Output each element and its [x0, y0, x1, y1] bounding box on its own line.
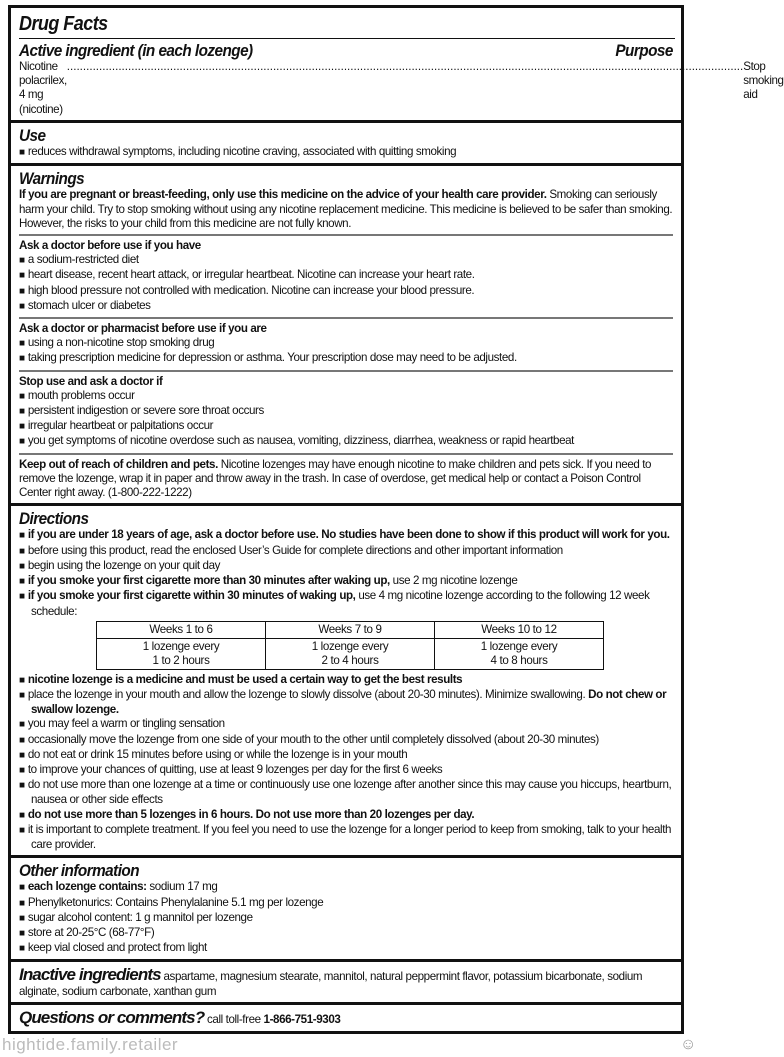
bullet-icon: ■	[19, 285, 28, 297]
bullet-list	[19, 880, 673, 956]
list-item	[19, 763, 673, 778]
warnings-section	[19, 169, 673, 500]
list-item	[19, 284, 673, 299]
text: Smoking can seriously harm your child. Try to stop smoking without using any nicotine replacement medicine. This medicine is believed to be safer than smoking. However, the risks to your child from this medicine are not fully known.	[19, 188, 673, 230]
text: before using this product, read the enclosed User’s Guide for complete directions and other important information	[27, 543, 563, 557]
bullet-icon: ■	[19, 674, 28, 686]
text: to improve your chances of quitting, use at least 9 lozenges per day for the first 6 weeks	[27, 762, 443, 776]
table-header-cell: Weeks 7 to 9	[266, 621, 435, 638]
bullet-icon: ■	[19, 591, 28, 603]
list-item	[19, 351, 673, 366]
list-item	[19, 559, 673, 574]
bold-text: Keep out of reach of children and pets.	[19, 457, 218, 471]
text: place the lozenge in your mouth and allow the lozenge to slowly dissolve (about 20-30 minutes). Minimize swallowing.	[27, 687, 589, 701]
list-item	[19, 688, 673, 717]
list-item	[19, 717, 673, 732]
bullet-icon: ■	[19, 530, 28, 542]
directions-heading: Directions	[19, 509, 89, 529]
text: you get symptoms of nicotine overdose such as nausea, vomiting, dizziness, diarrhea, weakness or rapid heartbeat	[27, 434, 574, 448]
other-info-heading: Other information	[19, 861, 140, 881]
inactive-text: aspartame, magnesium stearate, mannitol, natural peppermint flavor, potassium bicarbonate, sodium alginate, sodium carbonate, xanthan gum	[19, 970, 643, 998]
text: high blood pressure not controlled with medication. Nicotine can increase your blood pressure.	[27, 283, 475, 297]
bullet-list	[19, 673, 673, 852]
divider	[11, 959, 681, 962]
list-item	[19, 808, 673, 823]
list-item	[19, 544, 673, 559]
text: persistent indigestion or severe sore throat occurs	[27, 404, 264, 418]
bold-text: nicotine lozenge is a medicine and must be used a certain way to get the best results	[27, 672, 463, 686]
leader-dots: ..................................................................................................................................................................................................................	[66, 60, 744, 73]
text: reduces withdrawal symptoms, including nicotine craving, associated with quitting smoking	[27, 145, 457, 159]
bullet-list	[19, 528, 673, 618]
bullet-icon: ■	[19, 719, 28, 731]
bold-text: each lozenge contains:	[27, 880, 147, 894]
bullet-list	[19, 253, 673, 314]
bullet-icon: ■	[19, 390, 28, 402]
table-row	[97, 638, 604, 669]
purpose-text: Stop smoking aid	[743, 60, 784, 102]
list-item	[19, 434, 673, 449]
divider	[19, 234, 673, 236]
dosing-schedule-table	[96, 621, 604, 670]
list-item	[19, 299, 673, 314]
bold-text: If you are pregnant or breast-feeding, only use this medicine on the advice of your health care provider.	[19, 188, 547, 202]
bullet-icon: ■	[19, 406, 28, 418]
text: occasionally move the lozenge from one side of your mouth to the other until completely dissolved (about 20-30 minutes)	[27, 732, 599, 746]
list-item	[19, 926, 673, 941]
phone-number: 1-866-751-9303	[263, 1012, 341, 1026]
text: do not use more than one lozenge at a time or continuously use one lozenge after another since this may cause you hiccups, heartburn, nausea or other side effects	[27, 778, 672, 807]
bold-text: do not use more than 5 lozenges in 6 hours. Do not use more than 20 lozenges per day.	[27, 807, 475, 821]
bullet-icon: ■	[19, 300, 28, 312]
bullet-icon: ■	[19, 147, 28, 159]
divider	[19, 370, 673, 372]
text: using a non-nicotine stop smoking drug	[27, 336, 215, 350]
list-item	[19, 880, 673, 895]
footer	[0, 1035, 700, 1057]
cell-line: 2 to 4 hours	[321, 653, 379, 667]
ask-pharmacist-heading: Ask a doctor or pharmacist before use if you are	[19, 322, 267, 336]
inactive-ingredients-section	[19, 965, 673, 998]
inactive-heading: Inactive ingredients	[19, 965, 161, 985]
table-header-row	[97, 621, 604, 638]
bullet-icon: ■	[19, 764, 28, 776]
text: use 2 mg nicotine lozenge	[389, 574, 518, 588]
text: mouth problems occur	[27, 388, 135, 402]
list-item	[19, 336, 673, 351]
text: store at 20-25°C (68-77°F)	[27, 925, 155, 939]
watermark: hightide.family.retailer	[2, 1034, 179, 1054]
divider	[11, 1002, 681, 1005]
list-item	[19, 404, 673, 419]
paragraph	[19, 188, 673, 231]
bullet-icon: ■	[19, 882, 28, 894]
divider	[19, 38, 675, 39]
ingredient-name: Nicotine polacrilex, 4 mg (nicotine)	[19, 60, 67, 116]
text: sodium 17 mg	[146, 880, 218, 894]
divider	[11, 503, 681, 506]
bullet-icon: ■	[19, 421, 28, 433]
use-section	[19, 126, 673, 160]
bold-text: if you are under 18 years of age, ask a doctor before use. No studies have been done to show if this product will work for you.	[27, 528, 670, 542]
bullet-icon: ■	[19, 353, 28, 365]
list-item	[19, 941, 673, 956]
cell-line: 1 to 2 hours	[152, 653, 210, 667]
divider	[11, 163, 681, 166]
list-item	[19, 589, 673, 618]
other-info-section	[19, 861, 673, 956]
cell-line: 4 to 8 hours	[490, 653, 548, 667]
list-item	[19, 733, 673, 748]
list-item	[19, 823, 673, 852]
text: begin using the lozenge on your quit day	[27, 558, 221, 572]
table-header-cell: Weeks 1 to 6	[97, 621, 266, 638]
bold-text: Do not chew or swallow lozenge.	[31, 687, 667, 717]
cell-line: 1 lozenge every	[311, 639, 389, 653]
list-item	[19, 911, 673, 926]
bullet-list	[19, 336, 673, 366]
bold-text: if you smoke your first cigarette within 30 minutes of waking up,	[27, 589, 356, 603]
list-item	[19, 145, 673, 160]
directions-section	[19, 509, 673, 852]
seller-logo-icon: ☺	[680, 1035, 697, 1053]
drug-facts-title: Drug Facts	[19, 13, 108, 35]
text: use 4 mg nicotine lozenge according to the following 12 week schedule:	[31, 589, 650, 618]
list-item	[19, 896, 673, 911]
bullet-icon: ■	[19, 734, 28, 746]
text: stomach ulcer or diabetes	[27, 298, 151, 312]
use-heading: Use	[19, 125, 46, 145]
questions-heading: Questions or comments?	[19, 1007, 205, 1027]
table-cell	[266, 638, 435, 669]
list-item	[19, 253, 673, 268]
bullet-icon: ■	[19, 943, 28, 955]
divider	[19, 317, 673, 319]
warnings-heading: Warnings	[19, 169, 85, 189]
text: Phenylketonurics: Contains Phenylalanine 5.1 mg per lozenge	[27, 895, 324, 909]
drug-facts-label	[8, 5, 784, 1034]
paragraph	[19, 458, 673, 501]
bullet-icon: ■	[19, 338, 28, 350]
cell-line: 1 lozenge every	[142, 639, 220, 653]
table-header-cell: Weeks 10 to 12	[435, 621, 604, 638]
cell-line: 1 lozenge every	[480, 639, 558, 653]
list-item	[19, 748, 673, 763]
bullet-list	[19, 145, 673, 160]
bullet-icon: ■	[19, 270, 28, 282]
bullet-icon: ■	[19, 255, 28, 267]
bullet-list	[19, 389, 673, 450]
text: a sodium-restricted diet	[27, 253, 139, 267]
bullet-icon: ■	[19, 927, 28, 939]
text: you may feel a warm or tingling sensation	[27, 717, 225, 731]
list-item	[19, 389, 673, 404]
bullet-icon: ■	[19, 780, 28, 792]
ask-doctor-heading: Ask a doctor before use if you have	[19, 239, 201, 253]
questions-text: call toll-free	[204, 1012, 264, 1026]
bullet-icon: ■	[19, 576, 28, 588]
purpose-heading: Purpose	[615, 41, 673, 60]
text: heart disease, recent heart attack, or irregular heartbeat. Nicotine can increase your heart rate.	[27, 268, 475, 282]
text: Nicotine lozenges may have enough nicotine to make children and pets sick. If you need to remove the lozenge, wrap it in paper and throw away in the trash. In case of overdose, get medical help or contact a Poison Control Center right away. (1-800-222-1222)	[19, 457, 652, 500]
bullet-icon: ■	[19, 824, 28, 836]
text: taking prescription medicine for depression or asthma. Your prescription dose may need to be adjusted.	[27, 351, 517, 365]
bullet-icon: ■	[19, 749, 28, 761]
list-item	[19, 778, 673, 807]
text: it is important to complete treatment. If you feel you need to use the lozenge for a longer period to keep from smoking, talk to your health care provider.	[27, 822, 672, 851]
text: sugar alcohol content: 1 g mannitol per lozenge	[27, 910, 253, 924]
list-item	[19, 268, 673, 283]
active-ingredient-section	[19, 41, 784, 117]
bullet-icon: ■	[19, 545, 28, 557]
text: do not eat or drink 15 minutes before using or while the lozenge is in your mouth	[27, 747, 408, 761]
bullet-icon: ■	[19, 436, 28, 448]
table-cell	[435, 638, 604, 669]
list-item	[19, 419, 673, 434]
bullet-icon: ■	[19, 560, 28, 572]
divider	[11, 855, 681, 858]
list-item	[19, 528, 673, 543]
bullet-icon: ■	[19, 689, 28, 701]
list-item	[19, 673, 673, 688]
bullet-icon: ■	[19, 809, 28, 821]
divider	[19, 453, 673, 455]
table-cell	[97, 638, 266, 669]
text: irregular heartbeat or palpitations occur	[27, 419, 214, 433]
stop-use-heading: Stop use and ask a doctor if	[19, 374, 163, 388]
bold-text: if you smoke your first cigarette more than 30 minutes after waking up,	[27, 574, 390, 588]
divider	[11, 120, 681, 123]
list-item	[19, 574, 673, 589]
questions-section	[19, 1008, 673, 1027]
active-ingredient-heading: Active ingredient (in each lozenge)	[19, 41, 253, 60]
bullet-icon: ■	[19, 897, 28, 909]
bullet-icon: ■	[19, 912, 28, 924]
text: keep vial closed and protect from light	[27, 941, 207, 955]
